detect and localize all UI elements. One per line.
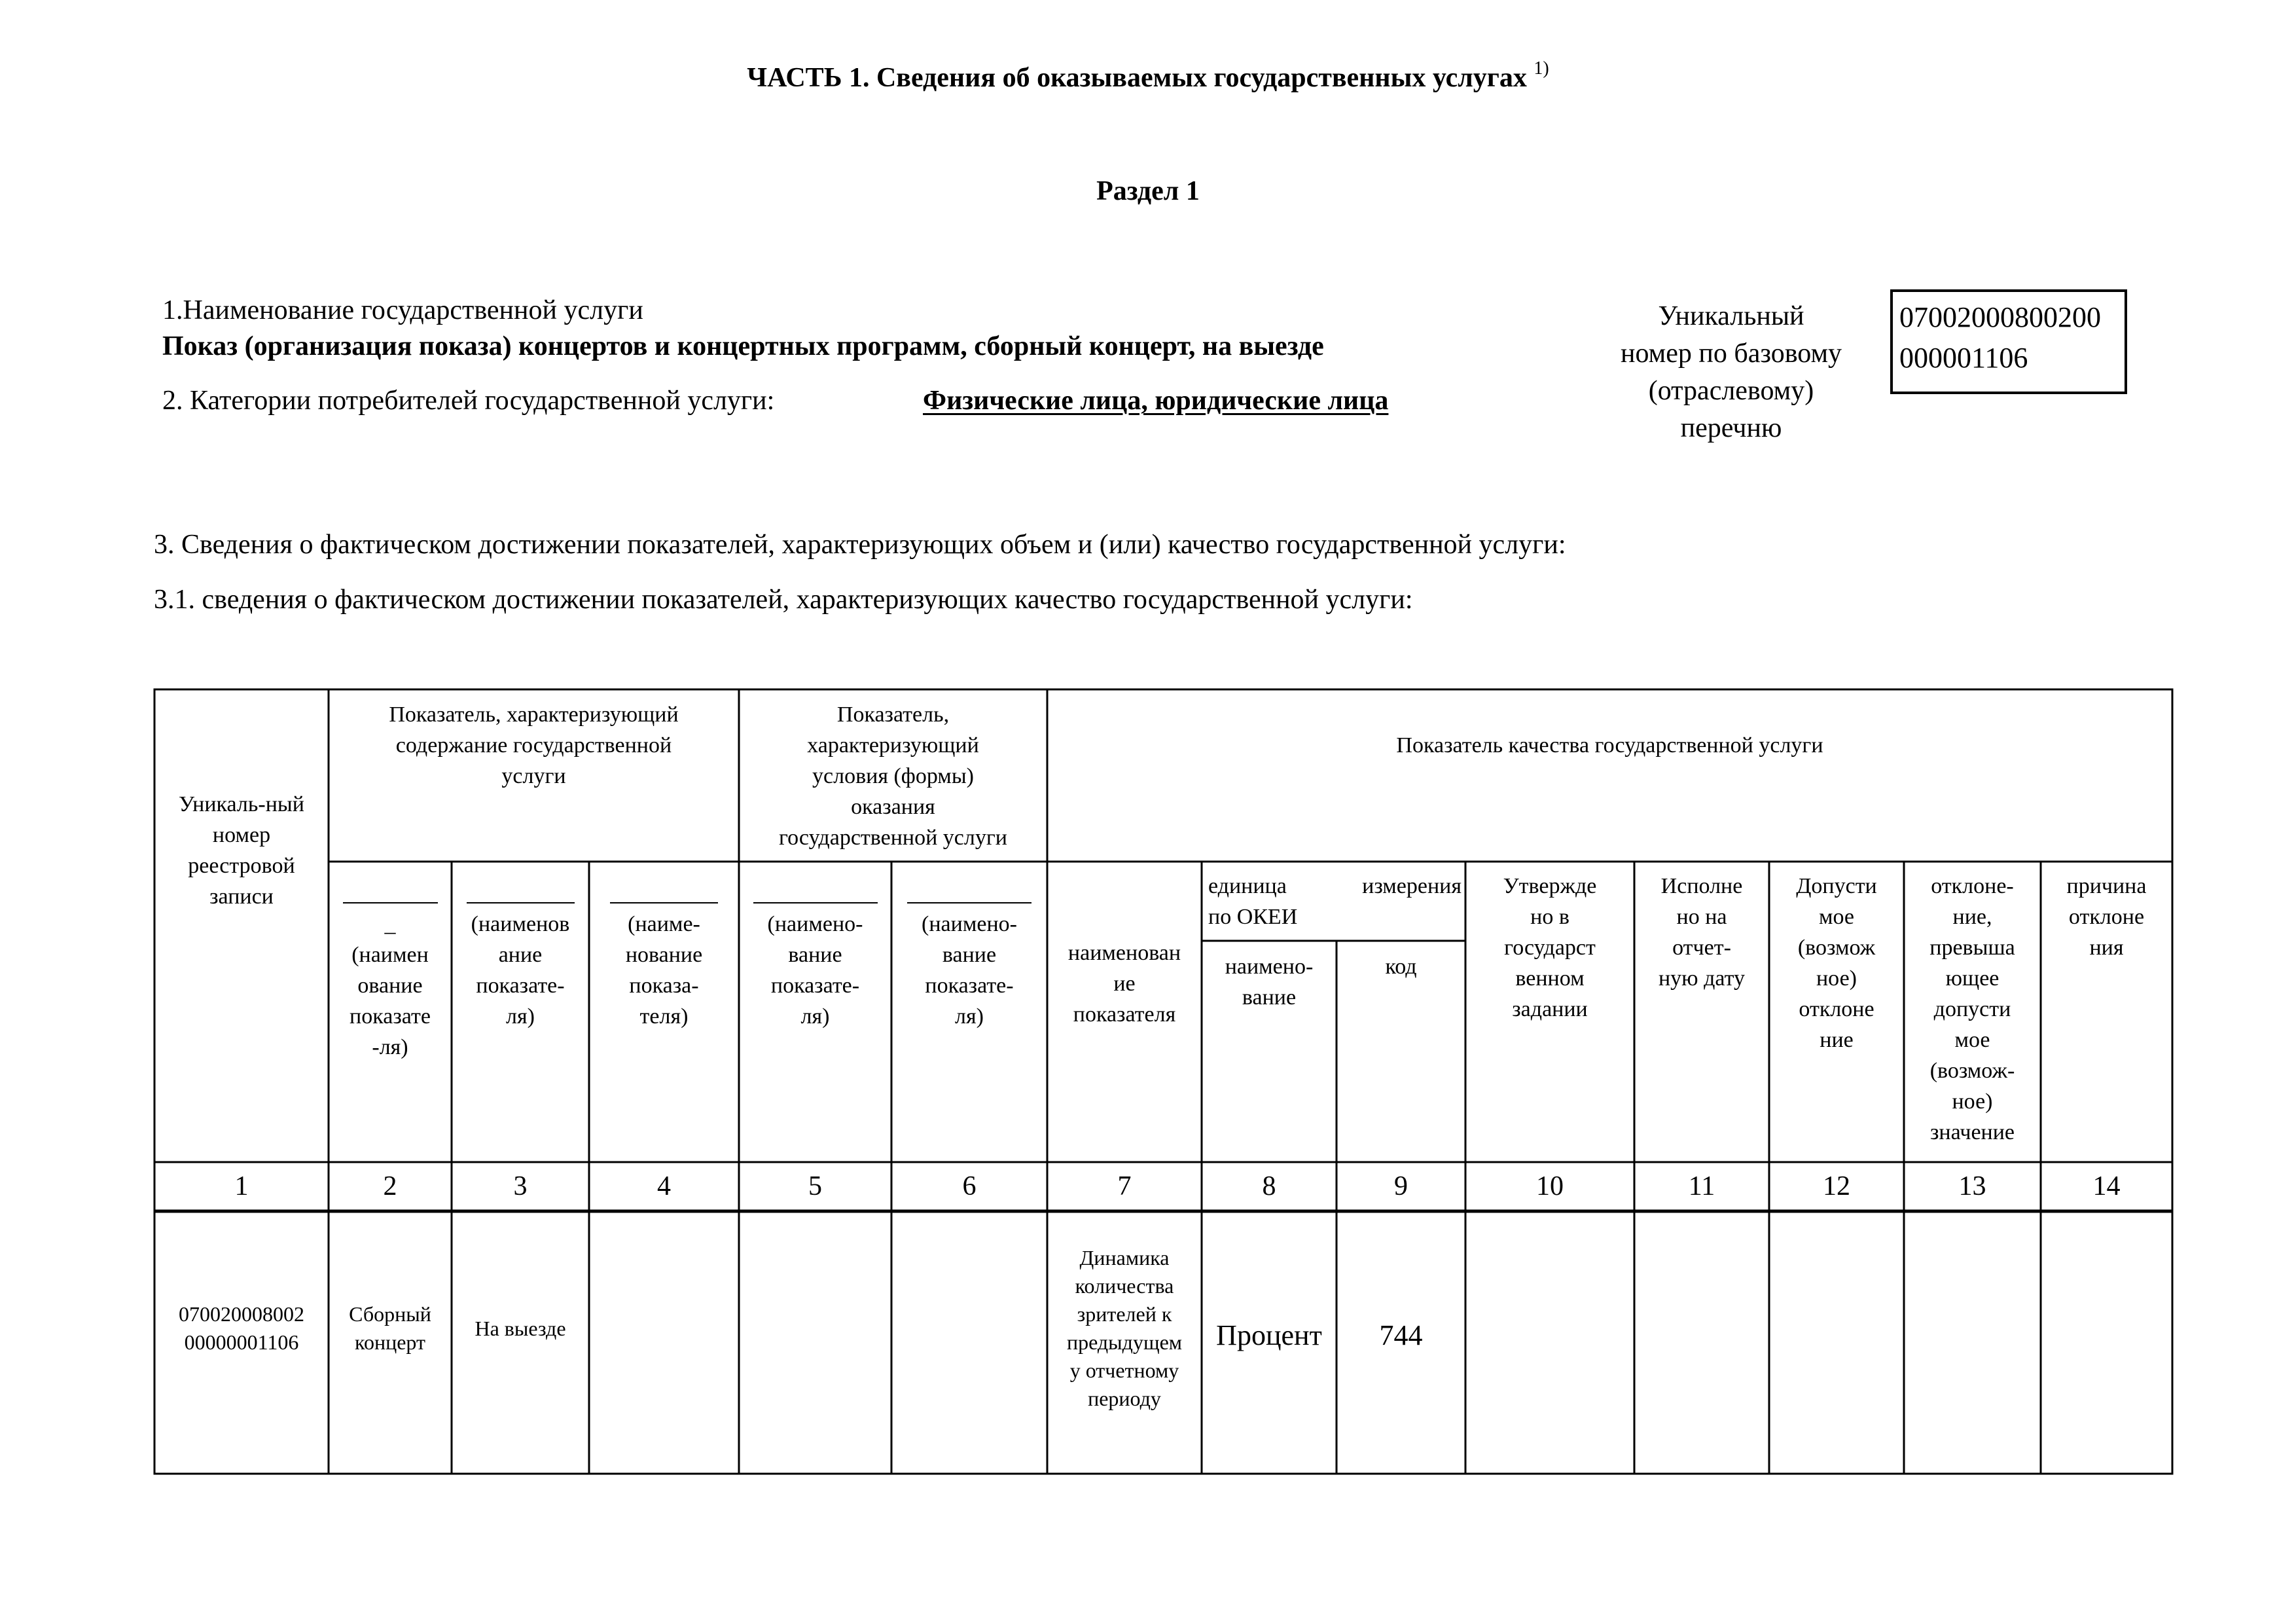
header-col-6	[891, 902, 1047, 1032]
part-title-text: ЧАСТЬ 1. Сведения об оказываемых государственных услугах	[747, 63, 1527, 93]
unit-header-a: единица	[1208, 874, 1287, 898]
header-col-12	[1769, 871, 1904, 1055]
header-line: отклоне-	[1931, 874, 2014, 898]
paragraph-3: 3. Сведения о фактическом достижении показателей, характеризующих объем и (или) качество государственной услуги:	[154, 530, 1566, 560]
header-col-4	[589, 902, 739, 1032]
header-line: ля)	[800, 1004, 830, 1029]
cell-line: 070020008002	[179, 1302, 304, 1326]
column-number: 10	[1536, 1171, 1564, 1201]
header-line: превыша	[1929, 936, 2015, 960]
header-col-2	[329, 902, 452, 1063]
blank-line	[753, 902, 878, 903]
header-col-10	[1465, 871, 1634, 1025]
unique-number-label-line: перечню	[1680, 413, 1782, 443]
blank-line	[610, 902, 718, 903]
header-line: (наимено-	[922, 912, 1017, 936]
consumers-value: Физические лица, юридические лица	[923, 386, 1389, 416]
header-line: условия (формы)	[812, 764, 974, 788]
section-title: Раздел 1	[1096, 176, 1200, 206]
header-line: вание	[942, 943, 997, 967]
header-col-5	[739, 902, 891, 1032]
header-line: (наиме-	[628, 912, 700, 936]
header-line: _	[384, 912, 396, 936]
header-line: допусти	[1933, 997, 2011, 1021]
header-line: записи	[209, 884, 274, 909]
header-line: показате-	[476, 974, 565, 998]
header-line: значение	[1929, 1120, 2015, 1144]
header-line: Исполне	[1660, 874, 1743, 898]
blank-line	[907, 902, 1031, 903]
header-quality-group: Показатель качества государственной услуги	[1396, 733, 1823, 757]
header-col-8	[1202, 951, 1336, 1013]
header-line: Показатель,	[836, 702, 950, 727]
column-number: 7	[1117, 1171, 1132, 1201]
header-line: (наимено-	[767, 912, 863, 936]
column-number: 13	[1958, 1171, 1986, 1201]
column-number: 1	[234, 1171, 249, 1201]
unit-header-b: измерения	[1362, 874, 1462, 898]
column-number: 5	[808, 1171, 822, 1201]
header-line: государст	[1504, 936, 1596, 960]
unique-number-label-line: Уникальный	[1658, 301, 1804, 331]
row-unit-code: 744	[1379, 1319, 1423, 1351]
unique-number-label-line: (отраслевому)	[1648, 376, 1814, 406]
header-line: теля)	[639, 1004, 689, 1029]
header-line: Показатель, характеризующий	[389, 702, 679, 727]
header-line: характеризующий	[807, 733, 979, 757]
header-line: но в	[1530, 905, 1570, 929]
cell-line: периоду	[1088, 1387, 1161, 1410]
column-number: 8	[1262, 1171, 1276, 1201]
unique-number-line: 07002000800200	[1899, 301, 2101, 333]
header-line: оказания	[851, 795, 935, 819]
header-line: Допусти	[1796, 874, 1877, 898]
header-line: показате-	[925, 974, 1014, 998]
header-line: причина	[2066, 874, 2147, 898]
header-line: отклоне	[1799, 997, 1874, 1021]
header-line: венном	[1515, 966, 1585, 991]
header-line: нование	[625, 943, 703, 967]
row-content-2: На выезде	[475, 1317, 566, 1340]
header-line: наименован	[1067, 941, 1181, 965]
cell-line: у отчетному	[1069, 1359, 1179, 1382]
header-line: ющее	[1945, 966, 2000, 991]
row-content-1	[329, 1300, 452, 1357]
column-number: 11	[1688, 1171, 1715, 1201]
header-line: содержание государственной	[395, 733, 672, 757]
header-line: государственной услуги	[778, 826, 1007, 850]
column-number: 9	[1394, 1171, 1408, 1201]
header-line: но на	[1676, 905, 1727, 929]
header-line: реестровой	[188, 854, 295, 878]
header-line: ование	[357, 974, 423, 998]
header-line: Утвержде	[1503, 874, 1597, 898]
cell-line: Динамика	[1079, 1246, 1170, 1269]
header-col-14	[2041, 871, 2172, 963]
unique-number-line: 000001106	[1899, 342, 2028, 374]
unique-number-label-line: номер по базовому	[1620, 338, 1842, 369]
header-content-group	[329, 699, 739, 792]
header-line: Уникаль-ный	[179, 792, 304, 816]
service-name-label: 1.Наименование государственной услуги	[162, 295, 643, 325]
header-line: ание	[498, 943, 543, 967]
consumers-label: 2. Категории потребителей государственной услуги:	[162, 386, 775, 416]
header-conditions-group	[739, 699, 1047, 853]
header-line: отклоне	[2068, 905, 2145, 929]
header-line: показате	[350, 1004, 431, 1029]
header-line: ное)	[1816, 966, 1857, 991]
header-line: услуги	[501, 764, 566, 788]
column-number: 2	[383, 1171, 397, 1201]
header-col-7	[1047, 938, 1202, 1030]
column-number: 4	[657, 1171, 671, 1201]
cell-line: предыдущем	[1066, 1330, 1183, 1354]
row-indicator-name	[1047, 1244, 1202, 1413]
row-unique-number	[154, 1300, 329, 1357]
header-line: наимено-	[1225, 955, 1314, 979]
header-line: ие	[1113, 972, 1136, 996]
header-line: ля)	[506, 1004, 535, 1029]
header-col-11	[1634, 871, 1769, 994]
header-line: ния	[2089, 936, 2124, 960]
service-name-value: Показ (организация показа) концертов и концертных программ, сборный концерт, на выезде	[162, 331, 1324, 361]
header-line: показате-	[770, 974, 860, 998]
column-number: 12	[1823, 1171, 1850, 1201]
cell-line: количества	[1075, 1274, 1174, 1298]
header-col-3	[452, 902, 589, 1032]
column-number: 14	[2092, 1171, 2121, 1201]
header-line: ную дату	[1658, 966, 1745, 991]
header-line: ля)	[955, 1004, 984, 1029]
header-line: (возмож-	[1929, 1059, 2015, 1083]
header-line: вание	[788, 943, 842, 967]
header-line: -ля)	[372, 1035, 408, 1059]
header-line: показателя	[1073, 1002, 1176, 1027]
header-line: мое	[1954, 1028, 1990, 1052]
column-number: 6	[962, 1171, 977, 1201]
footnote-ref: 1)	[1534, 58, 1549, 79]
header-line: (наимен	[351, 943, 429, 967]
row-unit-name: Процент	[1216, 1319, 1322, 1351]
header-line: ние	[1820, 1028, 1854, 1052]
header-line: номер	[212, 823, 271, 847]
header-col-13	[1904, 871, 2041, 1148]
header-unique-number	[154, 789, 329, 912]
header-line: задании	[1512, 997, 1588, 1021]
cell-line: зрителей к	[1077, 1302, 1172, 1326]
header-line: (возмож	[1797, 936, 1876, 960]
header-line: ное)	[1952, 1089, 1993, 1114]
header-col-9: код	[1385, 955, 1417, 979]
blank-line	[343, 902, 438, 903]
header-line: (наименов	[471, 912, 570, 936]
cell-line: Сборный	[349, 1302, 431, 1326]
cell-line: 00000001106	[184, 1330, 299, 1354]
header-line: вание	[1242, 985, 1297, 1010]
blank-line	[467, 902, 575, 903]
unit-header-c: по ОКЕИ	[1208, 905, 1298, 929]
column-number: 3	[513, 1171, 528, 1201]
header-line: ние,	[1952, 905, 1992, 929]
header-line: показа-	[629, 974, 699, 998]
paragraph-3-1: 3.1. сведения о фактическом достижении показателей, характеризующих качество государственной услуги:	[154, 585, 1413, 615]
header-line: отчет-	[1672, 936, 1731, 960]
cell-line: концерт	[355, 1330, 425, 1354]
header-line: мое	[1818, 905, 1855, 929]
